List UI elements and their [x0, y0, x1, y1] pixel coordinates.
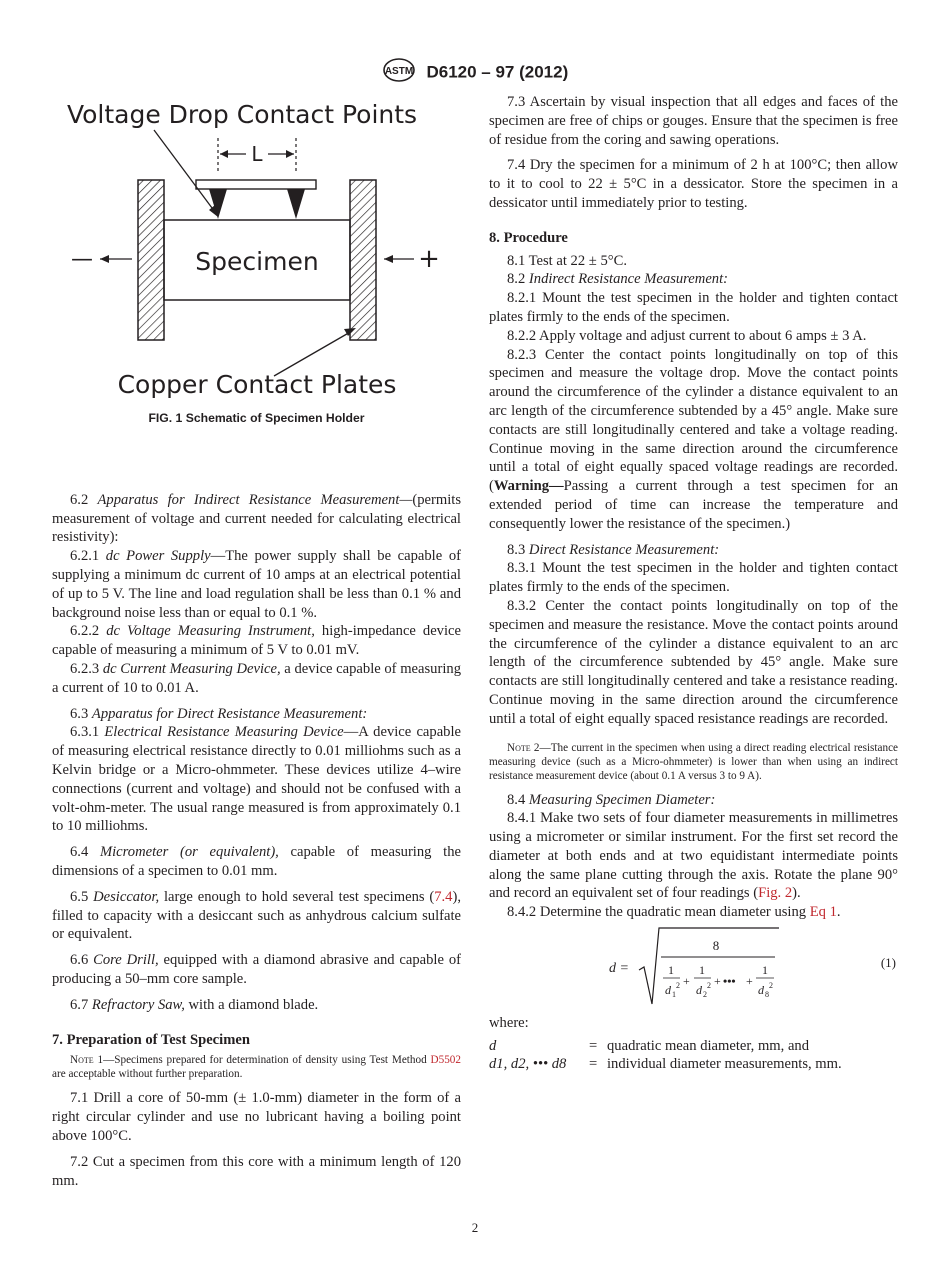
note-1: Note 1—Specimens prepared for determination of density using Test Method D5502 are acceptable without further preparation.: [52, 1054, 461, 1081]
specimen-holder-schematic: [52, 93, 461, 423]
svg-text:1: 1: [699, 963, 705, 978]
svg-text:+: +: [746, 974, 753, 989]
dimension-l-label: L: [251, 142, 263, 166]
astm-logo-icon: [382, 58, 416, 87]
para-8-3-1: 8.3.1 Mount the test specimen in the holder and tighten contact plates firmly to the ends of the specimen.: [489, 560, 898, 596]
para-6-3-1: 6.3.1 Electrical Resistance Measuring Device—A device capable of measuring electrical resistance directly to 0.01 milliohms such as a Kelvin bridge or a Micro-ohmmeter. These devices utilize 4–wire connections (current and voltage) and should not be confused with a volt-ohm-meter. The usual range measured is from approximately 0.1 to 10 milliohms.: [52, 724, 462, 835]
para-6-2-2: 6.2.2 dc Voltage Measuring Instrument, high-impedance device capable of measuring a minimum of 5 V to 0.01 mV.: [52, 623, 461, 659]
svg-text:2: 2: [769, 981, 773, 991]
svg-text:2: 2: [676, 981, 680, 991]
definition-row: d = quadratic mean diameter, mm, and: [489, 1037, 810, 1054]
svg-text:2: 2: [707, 981, 711, 991]
contact-bar: [196, 180, 316, 189]
para-8-3: 8.3 Direct Resistance Measurement:: [507, 541, 720, 558]
para-8-2-1: 8.2.1 Mount the test specimen in the holder and tighten contact plates firmly to the ends of the specimen.: [489, 290, 898, 325]
para-8-1: 8.1 Test at 22 ± 5°C.: [507, 252, 627, 269]
definition-meaning: individual diameter measurements, mm.: [607, 1055, 842, 1072]
link-d5502[interactable]: D5502: [430, 1054, 461, 1067]
specimen-label: Specimen: [195, 247, 319, 276]
para-6-3: 6.3 Apparatus for Direct Resistance Measurement:: [70, 705, 368, 722]
contact-point-left: [209, 189, 227, 219]
para-7-4: 7.4 Dry the specimen for a minimum of 2 h at 100°C; then allow to it to cool to 22 ± 5°C in a dessicator. Store the specimen in a dessicator until immediately prior to testing.: [489, 157, 898, 211]
definition-symbol: d1, d2, ••• d8: [489, 1055, 567, 1072]
svg-text:d: d: [758, 983, 764, 998]
para-7-1: 7.1 Drill a core of 50-mm (± 1.0-mm) diameter in the form of a right circular cylinder and use no lubricant having a boiling point above 100°C.: [52, 1090, 461, 1144]
link-fig-2[interactable]: Fig. 2: [758, 885, 793, 902]
where-label: where:: [489, 1015, 529, 1032]
para-8-2: 8.2 Indirect Resistance Measurement:: [507, 271, 729, 288]
equation-1: [489, 924, 898, 1008]
para-8-4: 8.4 Measuring Specimen Diameter:: [507, 791, 716, 808]
para-6-2-3: 6.2.3 dc Current Measuring Device, a device capable of measuring a current of 10 to 0.01 A.: [52, 660, 461, 696]
para-6-2: 6.2 Apparatus for Indirect Resistance Measurement—(permits measurement of voltage and current needed for calculating electrical resistivity):: [52, 491, 461, 546]
link-7-4[interactable]: 7.4: [434, 888, 453, 905]
note-2: Note 2—The current in the specimen when using a direct reading electrical resistance measuring device (such as a Micro-ohmmeter) is lower than when using an indirect resistance measurement device (about 0.1 A versus 3 to 9 A).: [489, 741, 899, 782]
para-6-7: 6.7 Refractory Saw, with a diamond blade.: [70, 996, 319, 1013]
contact-point-right: [287, 189, 305, 219]
section-8-heading: 8. Procedure: [489, 229, 568, 246]
quadratic-mean-formula: [489, 924, 829, 1008]
svg-text:1: 1: [668, 963, 674, 978]
variable-definitions: [489, 1037, 898, 1073]
figure-1: [52, 93, 461, 423]
para-7-3: 7.3 Ascertain by visual inspection that all edges and faces of the specimen are free of chips or gouges. Ensure that the specimen is free of residue from the coring and sawing operations.: [489, 94, 898, 148]
svg-text:+: +: [714, 974, 721, 989]
para-8-2-3: 8.2.3 Center the contact points longitudinally on top of this specimen and measure the voltage drop. Move the contact points around the circumference of the cylinder a distance equivalent to an arc length of the circumference subtended by a 45° angle. Make sure contacts are still longitudinally centered and take a voltage reading. Continue moving in the same direction around the circumference until a total of eight equally spaced voltage readings are recorded. (Warning—Passing a current through a test specimen for an extended period of time can increase the temperature and consequently lower the resistance of the specimen.): [489, 346, 898, 532]
logo-text: ASTM: [384, 66, 413, 77]
definition-meaning: quadratic mean diameter, mm, and: [607, 1037, 810, 1054]
svg-text:8: 8: [712, 938, 720, 954]
document-designation: D6120 – 97 (2012): [426, 62, 569, 82]
para-6-6: 6.6 Core Drill, equipped with a diamond abrasive and capable of producing a 50–mm core sample.: [52, 952, 461, 987]
minus-sign: —: [71, 247, 93, 272]
page-number: 2: [471, 1220, 479, 1235]
para-8-4-1: 8.4.1 Make two sets of four diameter measurements in millimetres using a micrometer or similar instrument. For the first set record the diameter at both ends and at two equidistant intermediate points along the same plane cutting through the axis. Rotate the plane 90° and record an equivalent set of four readings (Fig. 2).: [489, 810, 898, 902]
plus-sign: +: [418, 244, 440, 274]
para-6-2-1: 6.2.1 dc Power Supply—The power supply shall be capable of supplying a minimum dc current of 10 amps at an electrical potential of up to 5 V. The line and load regulation shall be less than 0.1 % and background noise less than or equal to 0.1 %.: [52, 548, 461, 621]
definition-symbol: d: [489, 1037, 497, 1054]
section-7-heading: 7. Preparation of Test Specimen: [52, 1031, 250, 1048]
para-8-4-2: 8.4.2 Determine the quadratic mean diameter using Eq 1.: [507, 904, 841, 921]
copper-plate-right: [350, 180, 376, 340]
svg-text:1: 1: [672, 990, 676, 1000]
para-8-3-2: 8.3.2 Center the contact points longitudinally on top of the specimen and measure the resistance. Move the contact points around the circumference of the cylinder a distance equivalent to an arc length of the circumference subtended by 45° angle. Make sure contacts are still longitudinally centered and take a resistance reading. Continue moving in the same direction around the circumference until a total of eight equally spaced resistance readings are recorded.: [489, 597, 898, 727]
svg-text:d: d: [665, 983, 671, 998]
svg-text:1: 1: [762, 963, 768, 978]
svg-text:+: +: [683, 974, 690, 989]
right-column: [489, 93, 898, 1073]
warning-label: Warning—: [493, 478, 564, 495]
para-6-5: 6.5 Desiccator, large enough to hold several test specimens (7.4), filled to capacity with a desiccant such as anhydrous calcium sulfate or equivalent.: [52, 888, 461, 943]
para-8-2-2: 8.2.2 Apply voltage and adjust current to about 6 amps ± 3 A.: [507, 327, 867, 344]
para-6-4: 6.4 Micrometer (or equivalent), capable of measuring the dimensions of a specimen to 0.01 mm.: [52, 844, 461, 879]
copper-plate-left: [138, 180, 164, 340]
page-header: [0, 58, 950, 87]
definition-row: d1, d2, ••• d8 = individual diameter measurements, mm.: [489, 1055, 842, 1072]
voltage-drop-label: Voltage Drop Contact Points: [66, 100, 418, 129]
svg-text:d: d: [696, 983, 702, 998]
svg-text:8: 8: [765, 990, 769, 1000]
svg-text:d =: d =: [609, 961, 629, 977]
para-7-2: 7.2 Cut a specimen from this core with a minimum length of 120 mm.: [52, 1153, 461, 1189]
figure-caption: FIG. 1 Schematic of Specimen Holder: [148, 411, 365, 425]
link-eq-1[interactable]: Eq 1: [809, 904, 837, 921]
svg-text:•••: •••: [723, 974, 736, 989]
equation-number: (1): [880, 955, 896, 971]
svg-text:2: 2: [703, 990, 707, 1000]
copper-plates-label: Copper Contact Plates: [117, 370, 397, 399]
left-column: [52, 93, 461, 1190]
